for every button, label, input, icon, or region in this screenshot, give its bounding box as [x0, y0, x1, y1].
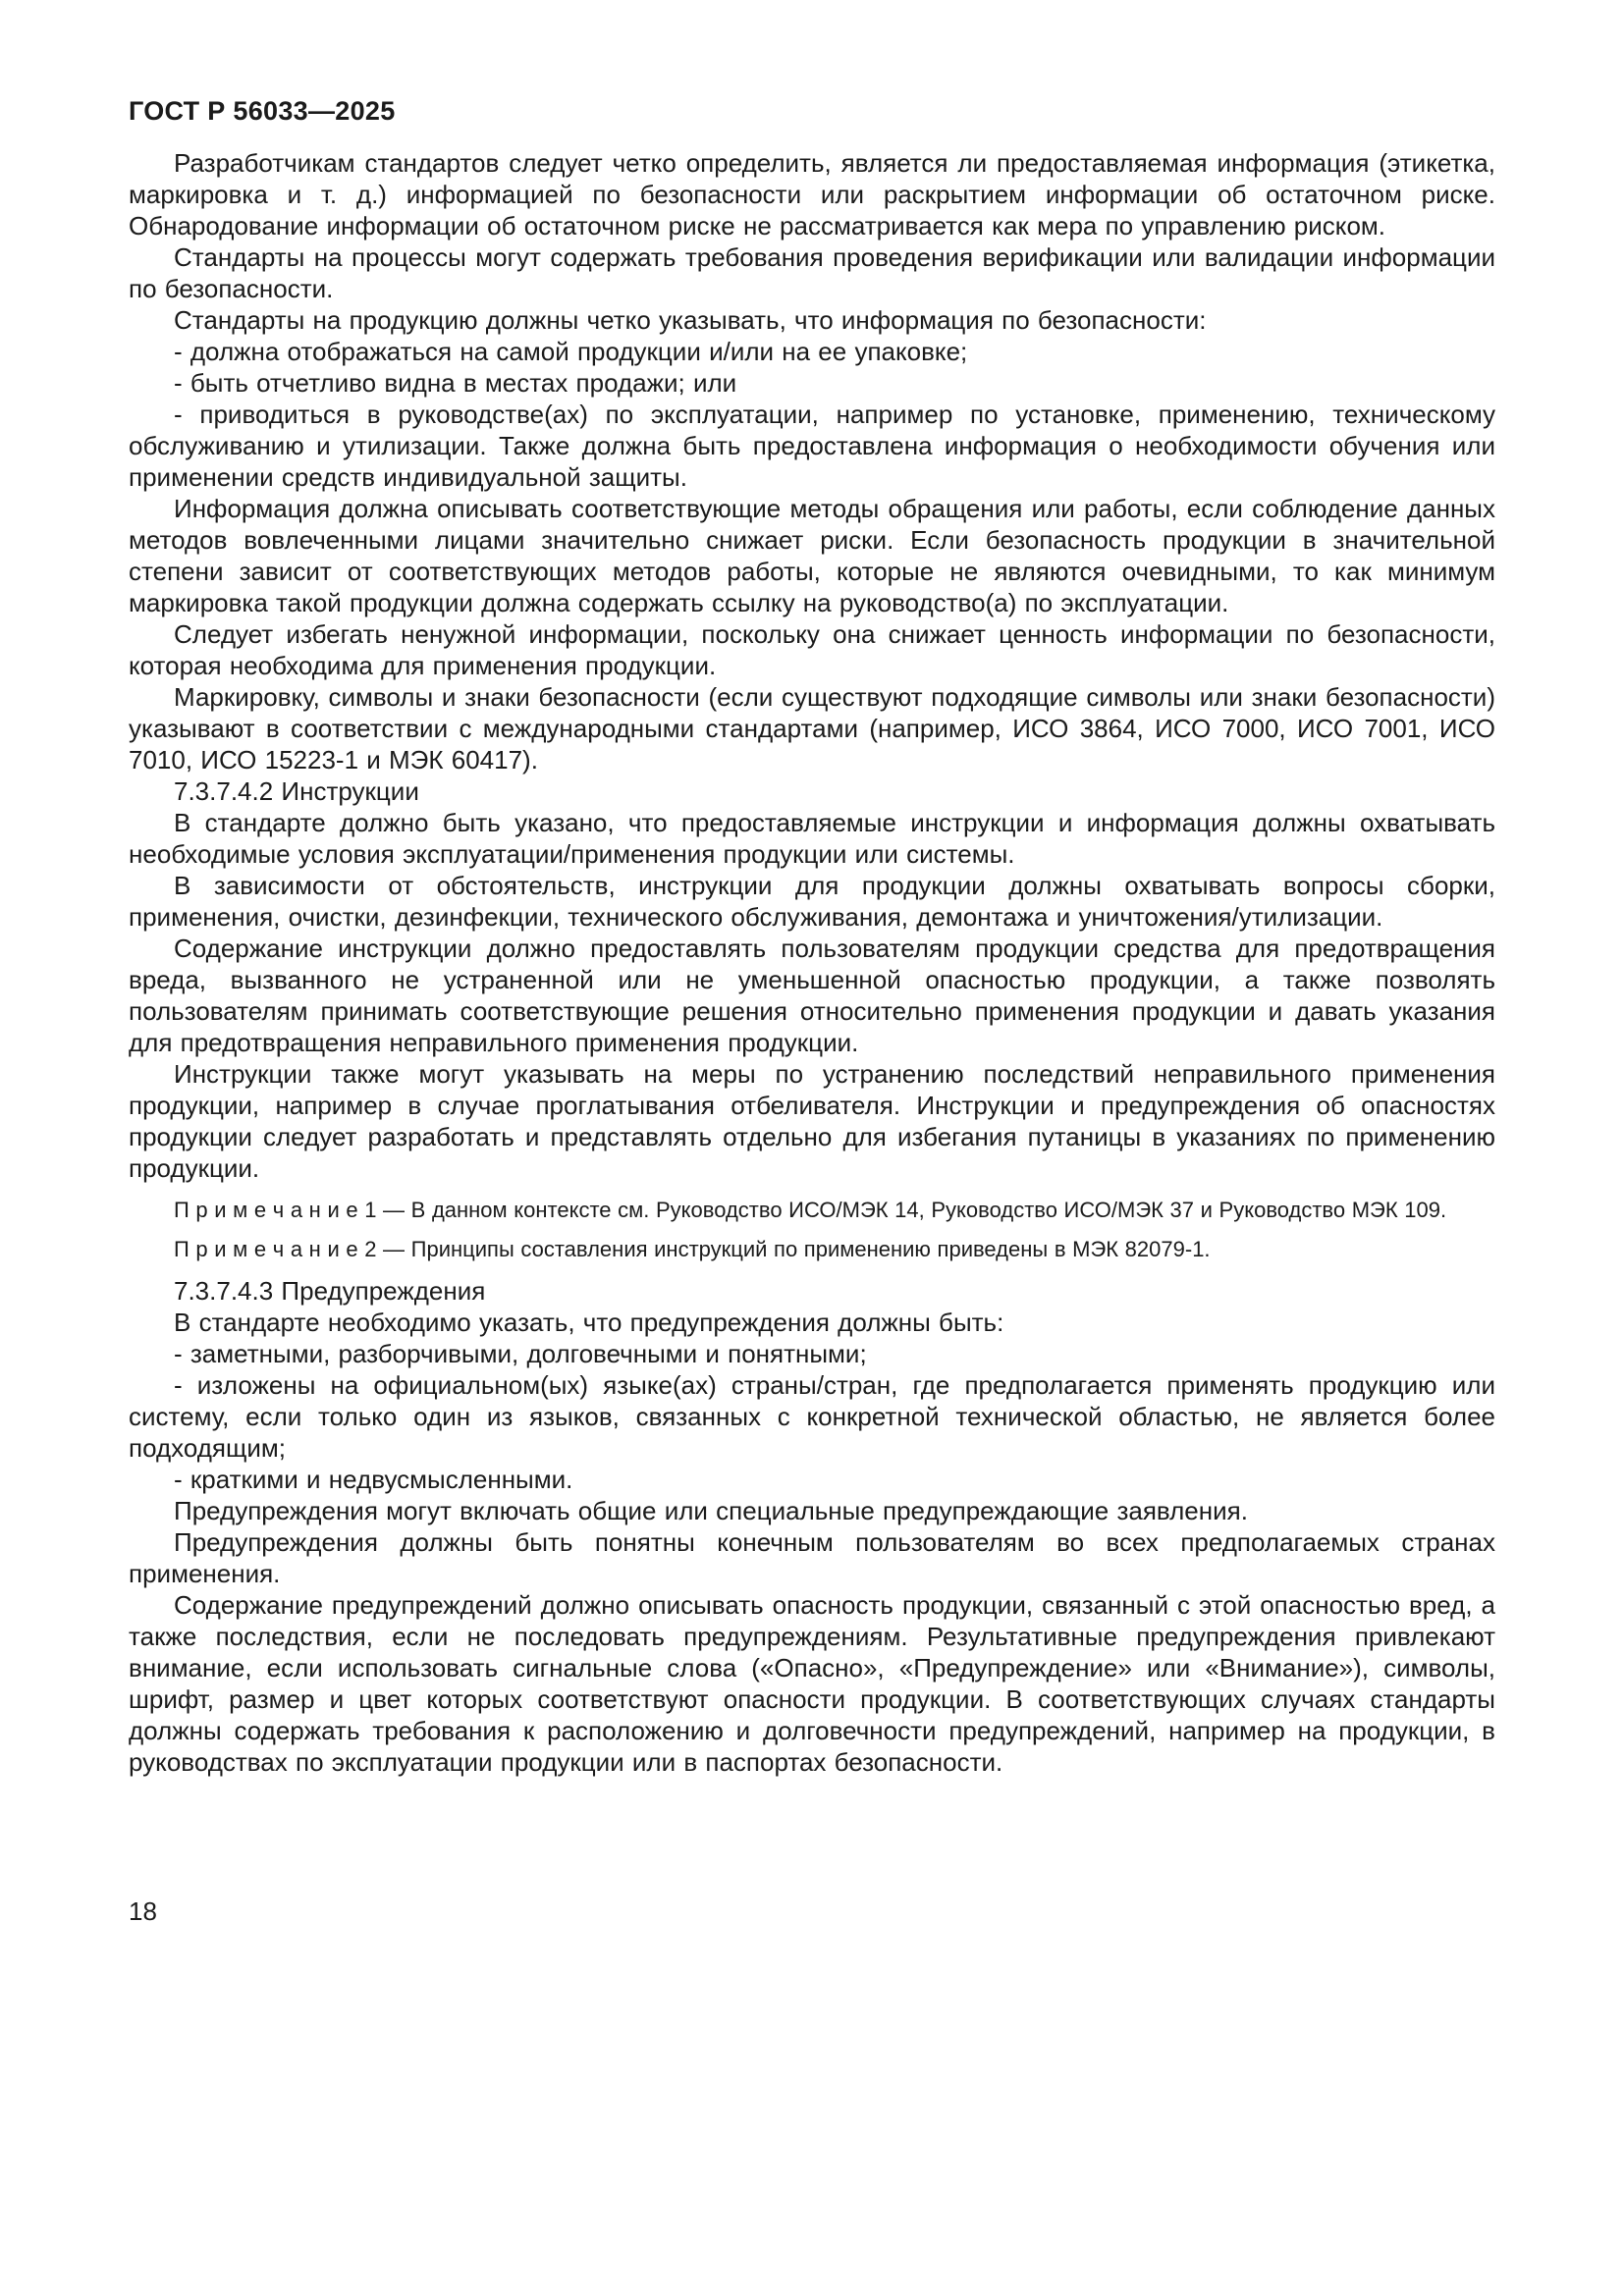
body-paragraph: Следует избегать ненужной информации, поскольку она снижает ценность информации по безопасности, которая необходима для применения продукции.: [129, 619, 1495, 680]
document-designation-header: ГОСТ Р 56033—2025: [129, 96, 396, 126]
list-item-paragraph: - заметными, разборчивыми, долговечными и понятными;: [174, 1339, 867, 1368]
body-paragraph: Информация должна описывать соответствующие методы обращения или работы, если соблюдение данных методов вовлеченными лицами значительно снижает риски. Если безопасность продукции в значительной степени зависит от соответствующих методов работы, которые не являются очевидными, то как минимум маркировка такой продукции должна содержать ссылку на руководство(а) по эксплуатации.: [129, 494, 1495, 617]
body-paragraph: Содержание предупреждений должно описывать опасность продукции, связанный с этой опасностью вред, а также последствия, если не последовать предупреждениям. Результативные предупреждения привлекают внимание, если использовать сигнальные слова («Опасно», «Предупреждение» или «Внимание»), символы, шрифт, размер и цвет которых соответствуют опасности продукции. В соответствующих случаях стандарты должны содержать требования к расположению и долговечности предупреждений, например на продукции, в руководствах по эксплуатации продукции или в паспортах безопасности.: [129, 1590, 1495, 1777]
list-item-paragraph: - приводиться в руководстве(ах) по эксплуатации, например по установке, применению, техническому обслуживанию и утилизации. Также должна быть предоставлена информация о необходимости обучения или применении средств индивидуальной защиты.: [129, 400, 1495, 492]
clause-heading: 7.3.7.4.2 Инструкции: [174, 776, 419, 806]
body-paragraph: Предупреждения должны быть понятны конечным пользователям во всех предполагаемых странах применения.: [129, 1527, 1495, 1588]
page-number: 18: [129, 1896, 157, 1926]
clause-heading: 7.3.7.4.3 Предупреждения: [174, 1276, 486, 1306]
note-paragraph: П р и м е ч а н и е 2 — Принципы составления инструкций по применению приведены в МЭК 82079-1.: [174, 1237, 1211, 1261]
list-item-paragraph: - изложены на официальном(ых) языке(ах) страны/стран, где предполагается применять продукцию или систему, если только один из языков, связанных с конкретной технической областью, не является более подходящим;: [129, 1370, 1495, 1463]
body-paragraph: В стандарте должно быть указано, что предоставляемые инструкции и информация должны охватывать необходимые условия эксплуатации/применения продукции или системы.: [129, 808, 1495, 869]
body-paragraph: Маркировку, символы и знаки безопасности (если существуют подходящие символы или знаки безопасности) указывают в соответствии с международными стандартами (например, ИСО 3864, ИСО 7000, ИСО 7001, ИСО 7010, ИСО 15223-1 и МЭК 60417).: [129, 682, 1495, 774]
note-paragraph: П р и м е ч а н и е 1 — В данном контексте см. Руководство ИСО/МЭК 14, Руководство ИСО/МЭК 37 и Руководство МЭК 109.: [174, 1198, 1447, 1222]
body-paragraph: Стандарты на процессы могут содержать требования проведения верификации или валидации информации по безопасности.: [129, 242, 1495, 303]
body-paragraph: Разработчикам стандартов следует четко определить, является ли предоставляемая информация (этикетка, маркировка и т. д.) информацией по безопасности или раскрытием информации об остаточном риске. Обнародование информации об остаточном риске не рассматривается как мера по управлению риском.: [129, 148, 1495, 240]
list-item-paragraph: - краткими и недвусмысленными.: [174, 1465, 573, 1494]
list-item-paragraph: - должна отображаться на самой продукции и/или на ее упаковке;: [174, 337, 968, 366]
body-paragraph: Инструкции также могут указывать на меры по устранению последствий неправильного применения продукции, например в случае проглатывания отбеливателя. Инструкции и предупреждения об опасностях продукции следует разработать и представлять отдельно для избегания путаницы в указаниях по применению продукции.: [129, 1059, 1495, 1183]
body-paragraph: Содержание инструкции должно предоставлять пользователям продукции средства для предотвращения вреда, вызванного не устраненной или не уменьшенной опасностью продукции, а также позволять пользователям принимать соответствующие решения относительно применения продукции и давать указания для предотвращения неправильного применения продукции.: [129, 934, 1495, 1057]
body-paragraph: Предупреждения могут включать общие или специальные предупреждающие заявления.: [174, 1496, 1248, 1525]
list-item-paragraph: - быть отчетливо видна в местах продажи; или: [174, 368, 737, 398]
body-paragraph: В зависимости от обстоятельств, инструкции для продукции должны охватывать вопросы сборки, применения, очистки, дезинфекции, технического обслуживания, демонтажа и уничтожения/утилизации.: [129, 871, 1495, 932]
body-paragraph: Стандарты на продукцию должны четко указывать, что информация по безопасности:: [174, 305, 1207, 335]
document-body: [129, 147, 1495, 1778]
body-paragraph: В стандарте необходимо указать, что предупреждения должны быть:: [174, 1308, 1004, 1337]
